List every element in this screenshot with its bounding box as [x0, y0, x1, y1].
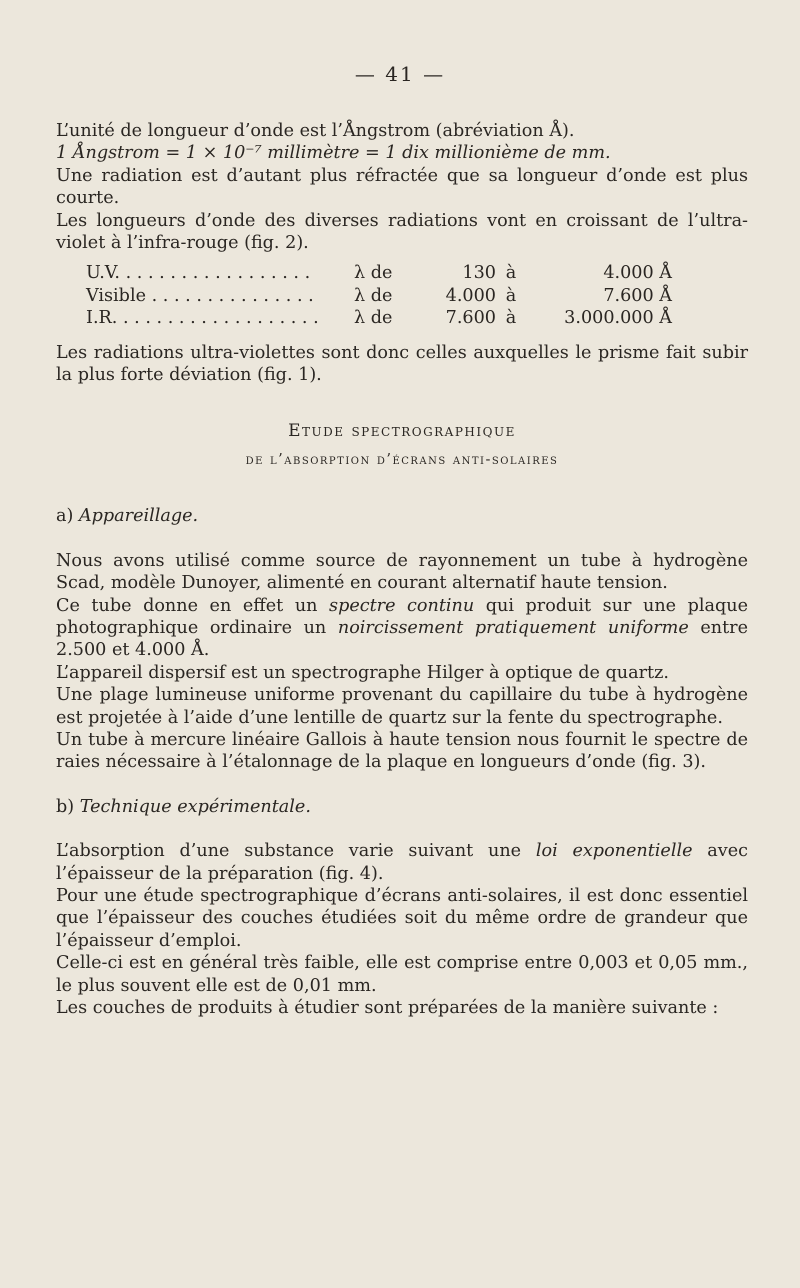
table-row [86, 262, 672, 284]
wavelength-paragraph: Les longueurs d’onde des diverses radiations vont en croissant de l’ultra-violet à l’infra-rouge (fig. 2). [56, 210, 748, 254]
section-title-line2: de l’absorption d’écrans anti-solaires [245, 451, 559, 468]
subsection-a-title: Appareillage. [78, 506, 199, 527]
technique-paragraph-3: Celle-ci est en général très faible, elle est comprise entre 0,003 et 0,05 mm., le plus souvent elle est de 0,01 mm. [56, 953, 748, 996]
radiation-name: I.R. . . . . . . . . . . . . . . . . . . [86, 308, 319, 329]
subsection-a-marker: a) [56, 506, 74, 527]
section-title-line1: Etude spectrographique [288, 421, 516, 442]
angstrom-definition-text: 1 Ångstrom = 1 × 10⁻⁷ millimètre = 1 dix millionième de mm. [56, 143, 611, 164]
technique-paragraph-4: Les couches de produits à étudier sont préparées de la manière suivante : [56, 998, 719, 1018]
emphasis-loi-exponentielle: loi exponentielle [535, 841, 693, 862]
radiation-lambda: λ de [354, 263, 393, 284]
apparatus-paragraph-5: Un tube à mercure linéaire Gallois à haute tension nous fournit le spectre de raies nécessaire à l’étalonnage de la plaque en longueurs d’onde (fig. 3). [56, 729, 748, 773]
refraction-paragraph: Une radiation est d’autant plus réfractée que sa longueur d’onde est plus courte. [56, 165, 748, 209]
text-run: avec l’épaisseur de la préparation (fig. 4). [56, 841, 748, 884]
apparatus-paragraph-3: L’appareil dispersif est un spectrographe Hilger à optique de quartz. [56, 662, 669, 683]
angstrom-definition [56, 142, 748, 164]
subsection-a-heading [56, 505, 748, 527]
text-run: qui produit sur une plaque photographique ordinaire un [56, 595, 749, 638]
radiation-name: Visible . . . . . . . . . . . . . . . [86, 285, 314, 306]
radiation-from: 4.000 [445, 285, 496, 306]
table-row [86, 285, 672, 307]
radiation-name: U.V. . . . . . . . . . . . . . . . . . [86, 263, 311, 284]
apparatus-paragraph-2 [56, 595, 748, 662]
technique-paragraph-2: Pour une étude spectrographique d’écrans anti-solaires, il est donc essentiel que l’épaisseur des couches étudiées soit du même ordre de grandeur que l’épaisseur d’emploi. [56, 885, 748, 951]
radiation-to: 4.000 Å [603, 263, 672, 284]
page-body [56, 120, 748, 1019]
emphasis-spectre-continu: spectre continu [329, 595, 475, 616]
radiation-a: à [505, 263, 517, 284]
ultraviolet-paragraph: Les radiations ultra-violettes sont donc celles auxquelles le prisme fait subir la plus forte déviation (fig. 1). [56, 342, 748, 386]
table-row [86, 307, 672, 329]
subsection-b-heading [56, 796, 748, 818]
intro-paragraph: L’unité de longueur d’onde est l’Ångstrom (abréviation Å). [56, 121, 575, 141]
radiation-table [86, 262, 672, 329]
subsection-b-marker: b) [56, 796, 75, 817]
text-run: entre 2.500 et 4.000 Å. [56, 617, 748, 661]
technique-paragraph-1 [56, 840, 748, 885]
text-run: Ce tube donne en effet un [56, 595, 330, 616]
text-run: L’absorption d’une substance varie suivant une [56, 841, 536, 862]
apparatus-paragraph-1: Nous avons utilisé comme source de rayonnement un tube à hydrogène Scad, modèle Dunoyer, alimenté en courant alternatif haute tension. [56, 550, 748, 594]
apparatus-paragraph-4: Une plage lumineuse uniforme provenant du capillaire du tube à hydrogène est projetée à l’aide d’une lentille de quartz sur la fente du spectrographe. [56, 685, 748, 728]
page-number: — 41 — [354, 62, 446, 86]
radiation-a: à [505, 285, 517, 306]
radiation-to: 3.000.000 Å [564, 308, 672, 329]
radiation-lambda: λ de [354, 285, 393, 306]
radiation-from: 130 [462, 263, 496, 284]
emphasis-noircissement: noircissement pratiquement uniforme [337, 617, 689, 638]
radiation-a: à [505, 308, 517, 329]
radiation-to: 7.600 Å [603, 285, 672, 306]
radiation-lambda: λ de [354, 308, 393, 329]
radiation-from: 7.600 [445, 308, 496, 329]
subsection-b-title: Technique expérimentale. [79, 796, 311, 817]
